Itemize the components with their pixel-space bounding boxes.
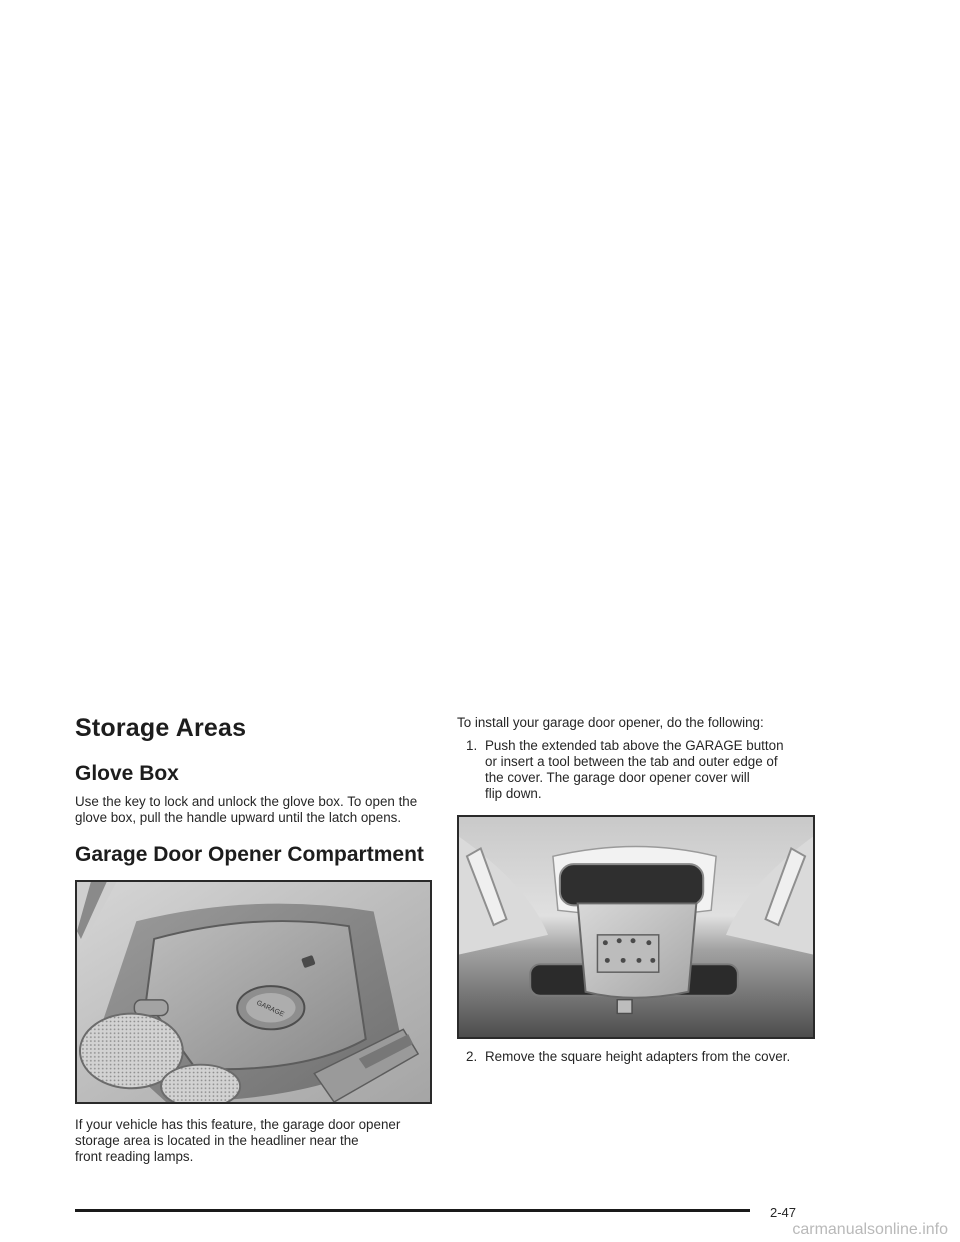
garage-compartment-photo [75, 880, 432, 1104]
headliner-illustration [77, 882, 430, 1102]
garage-line: front reading lamps. [75, 1149, 194, 1164]
garage-heading: Garage Door Opener Compartment [75, 843, 424, 866]
install-step [466, 1049, 790, 1065]
install-intro: To install your garage door opener, do the following: [457, 715, 764, 730]
garage-line: If your vehicle has this feature, the garage door opener [75, 1117, 401, 1132]
cover-open-illustration [459, 817, 813, 1037]
reading-lamp-right [161, 1065, 240, 1102]
install-step [466, 738, 784, 802]
install-steps-1 [466, 738, 784, 802]
step-line: Push the extended tab above the GARAGE button [485, 738, 784, 753]
garage-text [75, 1117, 400, 1165]
opener-cover-photo [457, 815, 815, 1039]
garage-button-label: GARAGE [255, 999, 286, 1019]
glove-box-line: glove box, pull the handle upward until the latch opens. [75, 810, 402, 825]
garage-line: storage area is located in the headliner near the [75, 1133, 359, 1148]
step-line: or insert a tool between the tab and outer edge of [485, 754, 778, 769]
glove-box-heading: Glove Box [75, 762, 179, 785]
page-title: Storage Areas [75, 714, 247, 742]
watermark: carmanualsonline.info [792, 1221, 948, 1238]
step-line: Remove the square height adapters from the cover. [485, 1049, 791, 1064]
step-number: 2. [466, 1049, 478, 1064]
step-line: flip down. [485, 786, 542, 801]
install-steps-2 [466, 1049, 790, 1065]
glove-box-text [75, 794, 417, 826]
console-opening [560, 864, 703, 905]
footer-rule [75, 1209, 750, 1212]
step-number: 1. [466, 738, 478, 753]
glove-box-line: Use the key to lock and unlock the glove box. To open the [75, 794, 418, 809]
step-line: the cover. The garage door opener cover will [485, 770, 750, 785]
page-number: 2-47 [770, 1205, 797, 1220]
